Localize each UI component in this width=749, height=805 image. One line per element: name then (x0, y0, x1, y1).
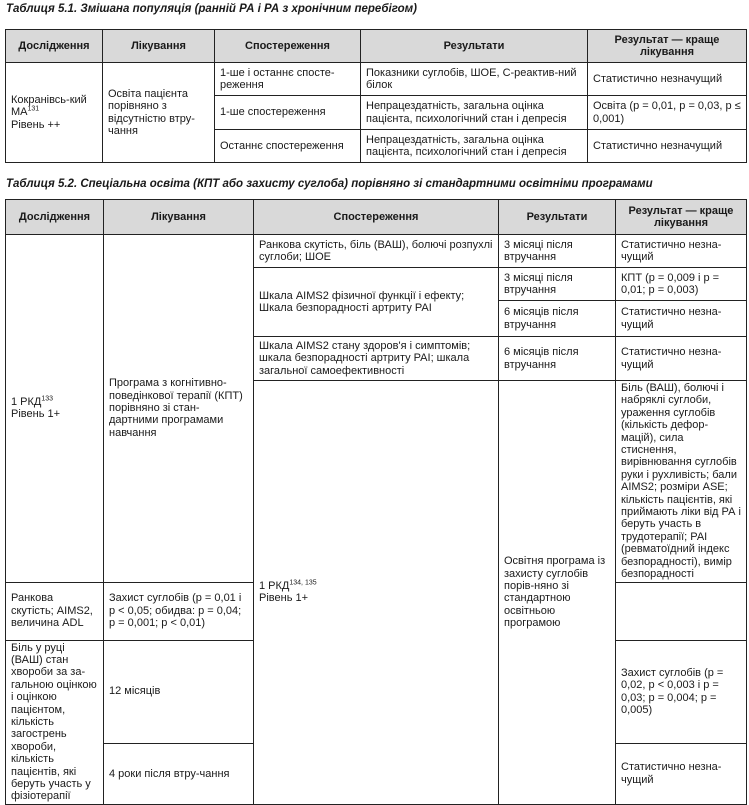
results-cell: 6 місяців після втручання (499, 337, 616, 381)
table2-group2-study-cell (254, 381, 499, 805)
table1-treatment-cell: Освіта пацієнта порівняно з відсутністю втру-чання (103, 63, 215, 163)
table2-header-treatment: Лікування (104, 200, 254, 235)
table1-header-results: Результати (361, 30, 588, 63)
study-level: Рівень ++ (11, 118, 61, 131)
study-ref: 134, 135 (289, 579, 317, 587)
study-ref: 133 (41, 395, 54, 403)
table1-header-treatment: Лікування (103, 30, 215, 63)
better-cell: Статистично незна-чущий (616, 743, 747, 804)
table2-header-observation: Спостереження (254, 200, 499, 235)
table2 (5, 199, 747, 805)
results-cell: 3 місяці після втручання (499, 235, 616, 268)
table2-group1-treatment-cell: Програма з когнітивно-поведінкової терапії (КПТ) порівняно зі стан-дартними програмами навчання (104, 235, 254, 583)
study-name: 1 РКД (259, 579, 290, 592)
observation-cell: Ранкова скутість, біль (ВАШ), болючі розпухлі суглоби; ШОЕ (254, 235, 499, 268)
observation-cell: Біль (ВАШ), болючі і набряклі суглоби, ураження суглобів (кількість дефор-мацій), сила стиснення, вирівнювання суглобів руки і рухливість; бали AIMS2; розміри ASE; кількість пацієнтів, які приймають ліки від РА і беруть участь в трудотерапії; PAI (ревматоїдний індекс безпорадності), вимір безпорадності (616, 381, 747, 583)
table1-study-cell (6, 63, 103, 163)
observation-cell: Біль у руці (ВАШ) стан хвороби за за-гальною оцінкою і оцінкою пацієнтом, кількість загострень хвороби, кількість пацієнтів, які беруть участь у фізіотерапії (6, 640, 104, 804)
better-cell: Статистично незна-чущий (616, 337, 747, 381)
results-cell: 6 місяців після втручання (499, 301, 616, 337)
study-name: Кокранівсь-кий МА (11, 93, 87, 119)
study-name: 1 РКД (11, 395, 42, 408)
table2-group2-treatment-cell: Освітня програма із захисту суглобів порів-няно зі стандартною освітньою програмою (499, 381, 616, 805)
better-cell: Освіта (p = 0,01, p = 0,03, p ≤ 0,001) (588, 96, 747, 130)
better-cell: Захист суглобів (p = 0,02, p < 0,003 і p = 0,03; p = 0,004; p = 0,005) (616, 640, 747, 743)
better-cell: Статистично незначущий (588, 130, 747, 163)
observation-cell: 1-ше спостереження (215, 96, 361, 130)
table-row (6, 63, 747, 96)
table1-header-better: Результат — краще лікування (588, 30, 747, 63)
study-level: Рівень 1+ (259, 592, 309, 605)
results-cell: 3 місяці після втручання (499, 268, 616, 301)
observation-cell: Останнє спостереження (215, 130, 361, 163)
results-cell: Показники суглобів, ШОЕ, С-реактив-ний білок (361, 63, 588, 96)
table2-header-results: Результати (499, 200, 616, 235)
study-ref: 131 (27, 105, 40, 113)
results-cell: Непрацездатність, загальна оцінка пацієнта, психологічний стан і депресія (361, 96, 588, 130)
table-row (6, 235, 747, 268)
results-cell: Непрацездатність, загальна оцінка пацієнта, психологічний стан і депресія (361, 130, 588, 163)
table2-header-study: Дослідження (6, 200, 104, 235)
study-level: Рівень 1+ (11, 408, 61, 421)
table2-group1-study-cell (6, 235, 104, 583)
better-cell: Статистично незна-чущий (616, 301, 747, 337)
table2-caption: Таблиця 5.2. Спеціальна освіта (КПТ або захисту суглоба) порівняно зі стандартними освітніми програмами (6, 178, 653, 190)
observation-cell: Шкала AIMS2 фізичної функції і ефекту; Шкала безпорадності артриту PAI (254, 268, 499, 337)
observation-cell: Шкала AIMS2 стану здоров'я і симптомів; шкала безпорадності артриту PAI; шкала загальної самоефективності (254, 337, 499, 381)
results-cell: 4 роки після втру-чання (104, 743, 254, 804)
table1-caption: Таблиця 5.1. Змішана популяція (ранній РА і РА з хронічним перебігом) (6, 3, 417, 15)
table1-header-observation: Спостереження (215, 30, 361, 63)
better-cell: Захист суглобів (p = 0,01 і p < 0,05; обидва: p = 0,04; p = 0,001; p < 0,01) (104, 582, 254, 640)
observation-cell: 1-ше і останнє спосте-реження (215, 63, 361, 96)
results-cell: 12 місяців (104, 640, 254, 743)
better-cell: КПТ (p = 0,009 і p = 0,01; p = 0,003) (616, 268, 747, 301)
table1 (5, 29, 747, 163)
observation-cell: Ранкова скутість; AIMS2, величина ADL (6, 582, 104, 640)
table2-header-row (6, 200, 747, 235)
table1-header-row (6, 30, 747, 63)
table2-header-better: Результат — краще лікування (616, 200, 747, 235)
better-cell: Статистично незна-чущий (616, 235, 747, 268)
better-cell: Статистично незначущий (588, 63, 747, 96)
table1-header-study: Дослідження (6, 30, 103, 63)
